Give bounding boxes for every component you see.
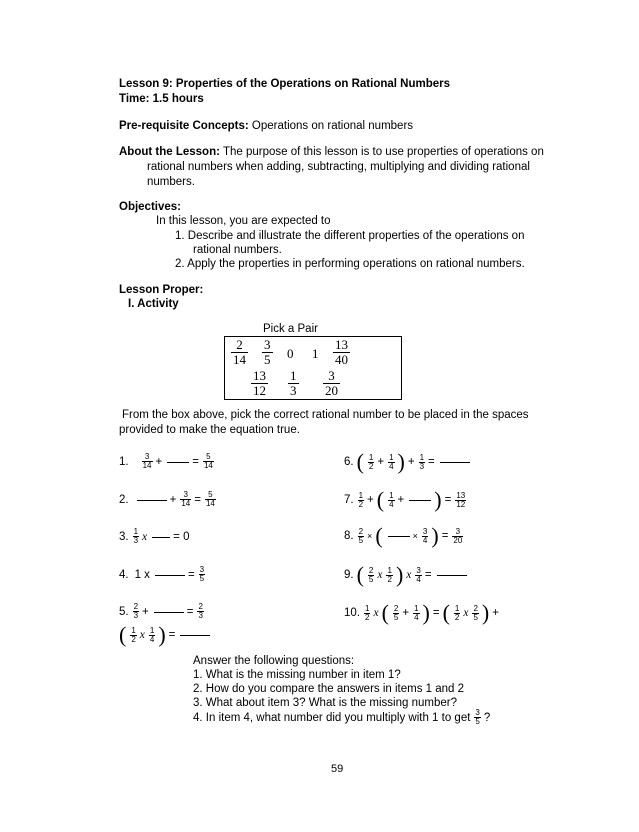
- question-1: 1. What is the missing number in item 1?: [193, 669, 401, 681]
- answer-blank[interactable]: [154, 611, 184, 613]
- about-text-1: The purpose of this lesson is to use properties of operations on: [219, 146, 544, 158]
- answer-blank[interactable]: [167, 461, 189, 463]
- item-3: 3. $\frac{1}{3}$ x = 0: [119, 527, 190, 545]
- answer-blank[interactable]: [137, 499, 167, 501]
- item-4: 4. 1 x = $\frac{3}{5}$: [119, 565, 205, 583]
- objectives-label: Objectives:: [119, 201, 181, 213]
- answer-blank[interactable]: [155, 574, 185, 576]
- instruction-line-1: From the box above, pick the correct rational number to be placed in the spaces: [122, 409, 529, 421]
- about-label: About the Lesson:: [119, 146, 220, 158]
- box-title: Pick a Pair: [263, 323, 318, 335]
- objective-2: 2. Apply the properties in performing operations on rational numbers.: [175, 258, 525, 270]
- box-fraction-2-14: 2 14: [233, 337, 246, 368]
- activity-heading: I. Activity: [128, 298, 179, 310]
- answer-blank[interactable]: [440, 461, 470, 463]
- box-number-1: 1: [312, 346, 319, 361]
- answer-blank[interactable]: [180, 634, 210, 636]
- item-8: 8. $\frac{2}{5}$ × ( × $\frac{3}{4}$ ) = $\frac{3}{20}$: [344, 523, 463, 548]
- about-text-3: numbers.: [147, 176, 195, 188]
- item-5: 5. $\frac{2}{3}$ + = $\frac{2}{3}$: [119, 602, 203, 620]
- item-5-cont: ( $\frac{1}{2}$ x $\frac{1}{4}$ ) =: [119, 624, 213, 646]
- box-fraction-1-3: 1 3: [290, 368, 297, 399]
- objectives-intro: In this lesson, you are expected to: [156, 215, 331, 227]
- lesson-proper-label: Lesson Proper:: [119, 284, 204, 296]
- objective-1-cont: rational numbers.: [193, 244, 282, 256]
- prerequisite-text: Operations on rational numbers: [248, 120, 414, 132]
- box-fraction-13-12: 13 12: [253, 368, 266, 399]
- item-10: 10. $\frac{1}{2}$ x ( $\frac{2}{5}$ + $\frac{1}{4}$ ) = ( $\frac{1}{2}$ x $\frac{2}{5}$ ) +: [344, 600, 499, 625]
- item-7: 7. $\frac{1}{2}$ + ( $\frac{1}{4}$ + ) = $\frac{13}{12}$: [344, 487, 466, 512]
- box-fraction-3-5: 3 5: [264, 337, 271, 368]
- box-fraction-3-20: 3 20: [325, 368, 338, 399]
- answer-blank[interactable]: [152, 536, 170, 538]
- answer-blank[interactable]: [409, 499, 431, 501]
- question-2: 2. How do you compare the answers in items 1 and 2: [193, 683, 465, 695]
- prerequisite-line: [119, 120, 413, 132]
- questions-intro: Answer the following questions:: [193, 655, 355, 667]
- lesson-time: Time: 1.5 hours: [119, 93, 204, 105]
- pick-a-pair-box: [224, 336, 402, 400]
- page-number: 59: [331, 763, 344, 775]
- question-4: 4. In item 4, what number did you multiply with 1 to get $\frac{3}{5}$ ?: [193, 708, 491, 726]
- box-fraction-13-40: 13 40: [335, 337, 348, 368]
- item-6: 6. ( $\frac{1}{2}$ + $\frac{1}{4}$ ) + $\frac{1}{3}$ =: [344, 451, 473, 473]
- about-text-2: rational numbers when adding, subtracting, multiplying and dividing rational: [147, 161, 530, 173]
- lesson-title: Lesson 9: Properties of the Operations on Rational Numbers: [119, 78, 451, 90]
- about-line-1: [119, 146, 544, 158]
- question-3: 3. What about item 3? What is the missing number?: [193, 697, 457, 709]
- prerequisite-label: Pre-requisite Concepts:: [119, 120, 249, 132]
- answer-blank[interactable]: [388, 535, 410, 537]
- instruction-line-2: provided to make the equation true.: [119, 424, 300, 436]
- item-9: 9. ( $\frac{2}{5}$ x $\frac{1}{2}$ ) x $\frac{3}{4}$ =: [344, 564, 470, 586]
- box-number-0: 0: [287, 346, 294, 361]
- objective-1: 1. Describe and illustrate the different properties of the operations on: [175, 230, 525, 242]
- item-2: 2. + $\frac{3}{14}$ = $\frac{5}{14}$: [119, 490, 215, 508]
- item-1: 1. $\frac{3}{14}$ + = $\frac{5}{14}$: [119, 452, 213, 470]
- answer-blank[interactable]: [437, 574, 467, 576]
